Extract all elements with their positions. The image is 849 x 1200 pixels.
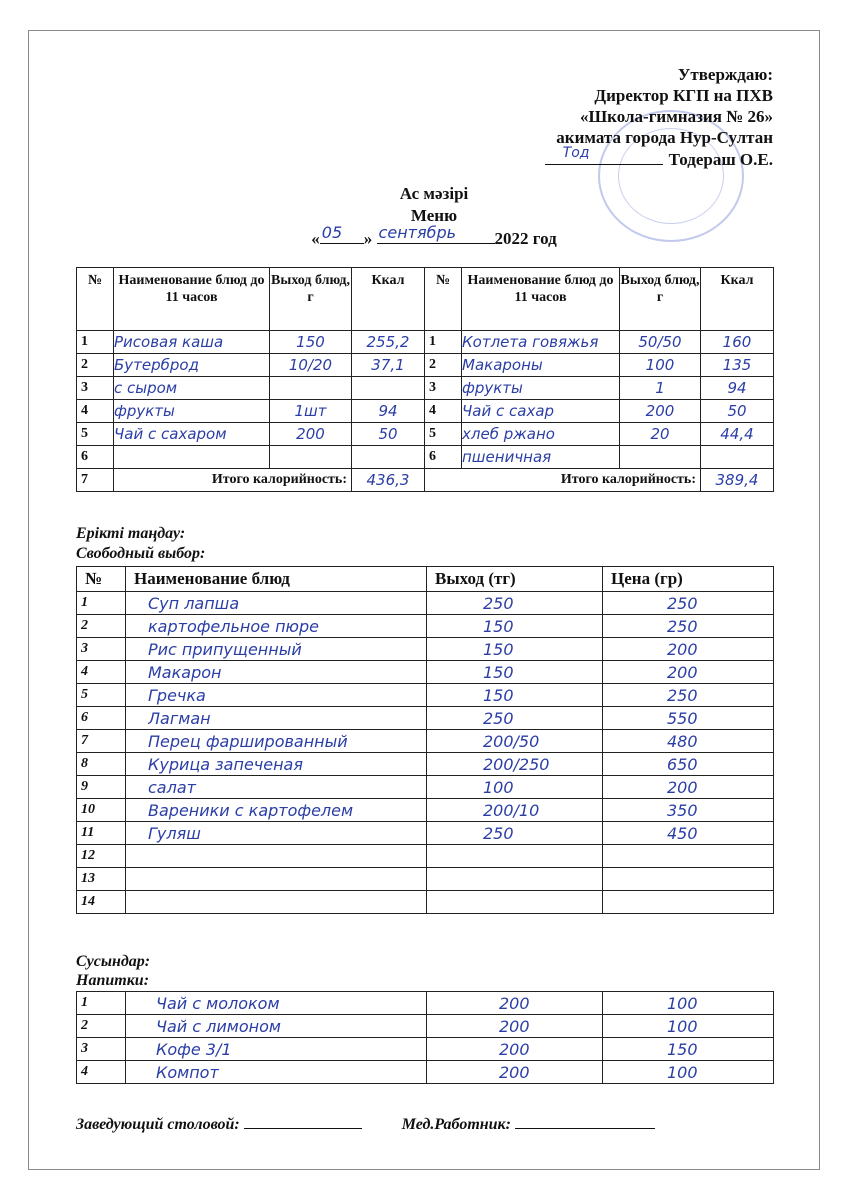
- approval-line-4: акимата города Нур-Султан: [556, 128, 773, 147]
- medic-label: Мед.Работник:: [401, 1116, 511, 1133]
- row-number: 3: [425, 377, 462, 400]
- title-kz: Ас мәзірі: [399, 184, 469, 203]
- row-number: 7: [77, 469, 114, 492]
- dish-name-handwritten: Перец фаршированный: [148, 731, 348, 751]
- free-choice-row: [77, 776, 774, 799]
- header-price: Цена (гр): [603, 567, 774, 592]
- dish-price-handwritten: 250: [667, 616, 698, 636]
- dish-name-handwritten: Рисовая каша: [114, 333, 224, 351]
- dish-yield: [270, 423, 352, 446]
- dish-kcal-handwritten: 50: [727, 402, 747, 420]
- dish-price-handwritten: 650: [667, 754, 698, 774]
- row-number: 10: [77, 799, 126, 822]
- row-number: 4: [425, 400, 462, 423]
- total-label: Итого калорийность:: [114, 469, 352, 492]
- row-number: 5: [77, 684, 126, 707]
- drink-price: [603, 992, 774, 1015]
- dish-yield: [427, 730, 603, 753]
- dish-price: [603, 822, 774, 845]
- row-number: 4: [77, 400, 114, 423]
- open-quote: «: [311, 229, 320, 248]
- approval-signature-row: [545, 145, 773, 170]
- dish-name: [126, 845, 427, 868]
- header-dish: Наименование блюд до 11 часов: [462, 268, 620, 331]
- dish-price: [603, 684, 774, 707]
- menu-header-row: [77, 268, 774, 331]
- dish-price-handwritten: 550: [667, 708, 698, 728]
- row-number: 1: [77, 592, 126, 615]
- total-kcal-right-handwritten: 389,4: [715, 471, 759, 489]
- dish-yield: [270, 331, 352, 354]
- dish-yield: [270, 377, 352, 400]
- free-choice-row: [77, 799, 774, 822]
- dish-yield: [427, 707, 603, 730]
- dish-yield-handwritten: 150: [296, 333, 325, 351]
- row-number: 2: [77, 1015, 126, 1038]
- dish-price-handwritten: 250: [667, 593, 698, 613]
- header-yield: Выход (тг): [427, 567, 603, 592]
- row-number: 6: [77, 707, 126, 730]
- date-day-blank: [320, 223, 364, 244]
- drink-name: [126, 992, 427, 1015]
- header-yield: Выход блюд, г: [620, 268, 701, 331]
- menu-row: [77, 331, 774, 354]
- dish-name: [114, 423, 270, 446]
- dish-price: [603, 730, 774, 753]
- drink-name-handwritten: Чай с молоком: [156, 993, 280, 1013]
- dish-kcal-handwritten: 44,4: [720, 425, 754, 443]
- date-line: [224, 223, 644, 250]
- dish-name: [114, 377, 270, 400]
- free-choice-table: [76, 566, 774, 914]
- dish-name-handwritten: Суп лапша: [148, 593, 240, 613]
- dish-name-handwritten: Курица запеченая: [148, 754, 303, 774]
- row-number: 6: [425, 446, 462, 469]
- drink-yield-handwritten: 200: [499, 1039, 530, 1059]
- dish-name-handwritten: Котлета говяжья: [462, 333, 599, 351]
- date-month: сентябрь: [378, 223, 457, 242]
- date-day: 05: [321, 223, 343, 242]
- header-num: №: [77, 268, 114, 331]
- total-kcal-right: [701, 469, 774, 492]
- director-signature: Тод: [562, 145, 590, 161]
- dish-yield-handwritten: 50/50: [638, 333, 682, 351]
- dish-price: [603, 615, 774, 638]
- date-month-blank: [377, 223, 495, 244]
- dish-name-handwritten: пшеничная: [462, 448, 552, 466]
- header-num: №: [425, 268, 462, 331]
- row-number: 2: [77, 354, 114, 377]
- drink-row: [77, 1038, 774, 1061]
- dish-name: [462, 400, 620, 423]
- drink-name: [126, 1038, 427, 1061]
- dish-name: [126, 822, 427, 845]
- drink-row: [77, 1015, 774, 1038]
- dish-yield: [427, 891, 603, 914]
- dish-name-handwritten: Чай с сахар: [462, 402, 555, 420]
- drink-yield: [427, 1038, 603, 1061]
- dish-yield-handwritten: 200/10: [483, 800, 540, 820]
- dish-name: [126, 891, 427, 914]
- row-number: 6: [77, 446, 114, 469]
- free-choice-row: [77, 684, 774, 707]
- dish-name-handwritten: с сыром: [114, 379, 178, 397]
- dish-yield: [427, 684, 603, 707]
- dish-yield-handwritten: 200/50: [483, 731, 540, 751]
- dish-kcal: [701, 354, 774, 377]
- row-number: 2: [425, 354, 462, 377]
- drink-price: [603, 1061, 774, 1084]
- row-number: 9: [77, 776, 126, 799]
- dish-price: [603, 638, 774, 661]
- free-choice-label-kz: Ерікті таңдау:: [76, 525, 186, 542]
- dish-name-handwritten: Рис припущенный: [148, 639, 302, 659]
- dish-yield-handwritten: 20: [650, 425, 670, 443]
- dish-price-handwritten: 450: [667, 823, 698, 843]
- dish-name-handwritten: фрукты: [114, 402, 175, 420]
- dish-yield: [427, 868, 603, 891]
- dish-name: [462, 377, 620, 400]
- free-choice-header-row: [77, 567, 774, 592]
- header-dish: Наименование блюд: [126, 567, 427, 592]
- row-number: 11: [77, 822, 126, 845]
- drink-row: [77, 992, 774, 1015]
- free-choice-row: [77, 615, 774, 638]
- dish-kcal: [352, 400, 425, 423]
- dish-yield: [427, 661, 603, 684]
- dish-name: [126, 661, 427, 684]
- dish-yield: [620, 331, 701, 354]
- dish-name: [114, 400, 270, 423]
- free-choice-row: [77, 753, 774, 776]
- dish-yield: [270, 400, 352, 423]
- approval-line-2: Директор КГП на ПХВ: [594, 86, 773, 105]
- menu-row: [77, 377, 774, 400]
- title-ru: Меню: [410, 206, 458, 225]
- dish-price: [603, 868, 774, 891]
- dish-name: [462, 354, 620, 377]
- dish-yield-handwritten: 150: [483, 685, 514, 705]
- dish-name-handwritten: Гречка: [148, 685, 206, 705]
- free-choice-row: [77, 592, 774, 615]
- dish-name: [126, 730, 427, 753]
- row-number: 8: [77, 753, 126, 776]
- dish-name-handwritten: салат: [148, 777, 196, 797]
- dish-yield-handwritten: 150: [483, 616, 514, 636]
- dish-kcal: [701, 446, 774, 469]
- row-number: 5: [77, 423, 114, 446]
- drinks-table: [76, 991, 774, 1084]
- dish-name-handwritten: картофельное пюре: [148, 616, 320, 636]
- dish-yield: [427, 592, 603, 615]
- dish-kcal: [701, 400, 774, 423]
- dish-yield-handwritten: 100: [483, 777, 514, 797]
- dish-yield-handwritten: 100: [645, 356, 675, 374]
- signature-line: [545, 145, 663, 165]
- dish-yield: [620, 377, 701, 400]
- approval-block: [545, 64, 773, 170]
- medic-signature-line: [515, 1114, 655, 1129]
- row-number: 12: [77, 845, 126, 868]
- drink-row: [77, 1061, 774, 1084]
- dish-name: [462, 446, 620, 469]
- drinks-body: [77, 992, 774, 1084]
- menu-row: [77, 423, 774, 446]
- drink-name-handwritten: Кофе 3/1: [156, 1039, 232, 1059]
- dish-name-handwritten: хлеб ржано: [462, 425, 555, 443]
- row-number: 3: [77, 638, 126, 661]
- drink-price: [603, 1038, 774, 1061]
- drink-price-handwritten: 100: [667, 1016, 698, 1036]
- dish-name-handwritten: Макароны: [462, 356, 543, 374]
- drink-price-handwritten: 100: [667, 993, 698, 1013]
- dish-yield: [620, 423, 701, 446]
- dish-kcal-handwritten: 135: [722, 356, 752, 374]
- dish-name: [126, 868, 427, 891]
- close-quote: »: [363, 229, 373, 248]
- menu-total-row: [77, 469, 774, 492]
- dish-name: [462, 423, 620, 446]
- main-menu-table: [76, 267, 774, 492]
- dish-yield: [427, 753, 603, 776]
- dish-name: [126, 776, 427, 799]
- dish-yield: [620, 354, 701, 377]
- total-kcal-left: [352, 469, 425, 492]
- header-yield: Выход блюд, г: [270, 268, 352, 331]
- dish-name-handwritten: Чай с сахаром: [114, 425, 227, 443]
- drink-yield: [427, 992, 603, 1015]
- dish-kcal-handwritten: 50: [378, 425, 398, 443]
- dish-kcal-handwritten: 160: [722, 333, 752, 351]
- drink-price-handwritten: 150: [667, 1039, 698, 1059]
- dish-price-handwritten: 250: [667, 685, 698, 705]
- row-number: 3: [77, 377, 114, 400]
- drinks-label-ru: Напитки:: [76, 972, 150, 989]
- menu-row: [77, 446, 774, 469]
- free-choice-row: [77, 638, 774, 661]
- dish-yield-handwritten: 10/20: [288, 356, 333, 374]
- total-label: Итого калорийность:: [425, 469, 701, 492]
- dish-yield-handwritten: 150: [483, 662, 514, 682]
- row-number: 4: [77, 1061, 126, 1084]
- row-number: 5: [425, 423, 462, 446]
- dish-kcal: [352, 446, 425, 469]
- drink-yield-handwritten: 200: [499, 1016, 530, 1036]
- dish-name: [126, 707, 427, 730]
- drink-yield: [427, 1015, 603, 1038]
- dish-yield-handwritten: 200/250: [483, 754, 550, 774]
- menu-body: [77, 331, 774, 492]
- drinks-label-kz: Сусындар:: [76, 953, 151, 970]
- dish-name: [114, 331, 270, 354]
- drink-name-handwritten: Компот: [156, 1062, 219, 1082]
- free-choice-row: [77, 822, 774, 845]
- dish-yield: [427, 845, 603, 868]
- dish-yield: [427, 638, 603, 661]
- header-kcal: Ккал: [352, 268, 425, 331]
- row-number: 1: [77, 331, 114, 354]
- free-choice-label-ru: Свободный выбор:: [76, 545, 206, 562]
- dish-name-handwritten: Лагман: [148, 708, 211, 728]
- dish-price: [603, 776, 774, 799]
- dish-yield-handwritten: 1: [655, 379, 665, 397]
- row-number: 14: [77, 891, 126, 914]
- dish-price: [603, 753, 774, 776]
- dish-yield-handwritten: 200: [296, 425, 325, 443]
- dish-price-handwritten: 200: [667, 639, 698, 659]
- free-choice-row: [77, 845, 774, 868]
- row-number: 4: [77, 661, 126, 684]
- row-number: 7: [77, 730, 126, 753]
- dish-price: [603, 891, 774, 914]
- header-dish: Наименование блюд до 11 часов: [114, 268, 270, 331]
- dish-name: [462, 331, 620, 354]
- dish-kcal: [701, 377, 774, 400]
- dish-name: [126, 638, 427, 661]
- row-number: 3: [77, 1038, 126, 1061]
- menu-row: [77, 354, 774, 377]
- header-num: №: [77, 567, 126, 592]
- dish-name: [126, 615, 427, 638]
- dish-yield-handwritten: 250: [483, 823, 514, 843]
- dish-kcal-handwritten: 37,1: [371, 356, 405, 374]
- dish-kcal: [701, 423, 774, 446]
- dish-price: [603, 845, 774, 868]
- dish-name: [114, 354, 270, 377]
- dish-name-handwritten: Бутерброд: [114, 356, 199, 374]
- dish-yield-handwritten: 250: [483, 593, 514, 613]
- dish-price-handwritten: 350: [667, 800, 698, 820]
- header-kcal: Ккал: [701, 268, 774, 331]
- dish-price: [603, 707, 774, 730]
- date-year: 2022 год: [494, 229, 557, 248]
- dish-name: [126, 799, 427, 822]
- drink-name-handwritten: Чай с лимоном: [156, 1016, 281, 1036]
- free-choice-row: [77, 707, 774, 730]
- total-kcal-left-handwritten: 436,3: [366, 471, 410, 489]
- dish-yield: [427, 799, 603, 822]
- dish-price: [603, 799, 774, 822]
- dish-name-handwritten: Гуляш: [148, 823, 201, 843]
- dish-yield: [427, 822, 603, 845]
- dish-kcal: [701, 331, 774, 354]
- dish-price: [603, 592, 774, 615]
- manager-signature-line: [244, 1114, 362, 1129]
- menu-row: [77, 400, 774, 423]
- dish-yield-handwritten: 1шт: [294, 402, 327, 420]
- dish-yield: [427, 615, 603, 638]
- dish-yield: [620, 400, 701, 423]
- dish-yield: [270, 354, 352, 377]
- dish-yield-handwritten: 200: [645, 402, 675, 420]
- dish-kcal-handwritten: 94: [727, 379, 747, 397]
- dish-kcal-handwritten: 94: [378, 402, 398, 420]
- dish-name: [126, 592, 427, 615]
- free-choice-row: [77, 730, 774, 753]
- drink-name: [126, 1015, 427, 1038]
- manager-label: Заведующий столовой:: [76, 1116, 240, 1133]
- director-name: Тодераш О.Е.: [668, 150, 773, 169]
- drink-yield: [427, 1061, 603, 1084]
- dish-name: [126, 684, 427, 707]
- row-number: 2: [77, 615, 126, 638]
- free-choice-row: [77, 661, 774, 684]
- drink-name: [126, 1061, 427, 1084]
- free-choice-body: [77, 592, 774, 914]
- dish-name-handwritten: фрукты: [462, 379, 523, 397]
- row-number: 13: [77, 868, 126, 891]
- dish-kcal-handwritten: 255,2: [366, 333, 410, 351]
- menu-heading: [224, 183, 644, 250]
- row-number: 1: [425, 331, 462, 354]
- drink-yield-handwritten: 200: [499, 993, 530, 1013]
- dish-kcal: [352, 354, 425, 377]
- free-choice-row: [77, 891, 774, 914]
- dish-yield: [427, 776, 603, 799]
- dish-name-handwritten: Макарон: [148, 662, 222, 682]
- dish-kcal: [352, 377, 425, 400]
- dish-price-handwritten: 200: [667, 777, 698, 797]
- dish-yield-handwritten: 250: [483, 708, 514, 728]
- dish-price-handwritten: 200: [667, 662, 698, 682]
- footer-signatures: [76, 1114, 655, 1134]
- drink-yield-handwritten: 200: [499, 1062, 530, 1082]
- dish-yield: [620, 446, 701, 469]
- drink-price: [603, 1015, 774, 1038]
- dish-name: [114, 446, 270, 469]
- drink-price-handwritten: 100: [667, 1062, 698, 1082]
- row-number: 1: [77, 992, 126, 1015]
- dish-name: [126, 753, 427, 776]
- dish-price: [603, 661, 774, 684]
- dish-kcal: [352, 331, 425, 354]
- dish-yield: [270, 446, 352, 469]
- free-choice-row: [77, 868, 774, 891]
- approval-line-3: «Школа-гимназия № 26»: [579, 107, 773, 126]
- dish-name-handwritten: Вареники с картофелем: [148, 800, 354, 820]
- dish-price-handwritten: 480: [667, 731, 698, 751]
- dish-yield-handwritten: 150: [483, 639, 514, 659]
- approval-line-1: Утверждаю:: [677, 65, 773, 84]
- dish-kcal: [352, 423, 425, 446]
